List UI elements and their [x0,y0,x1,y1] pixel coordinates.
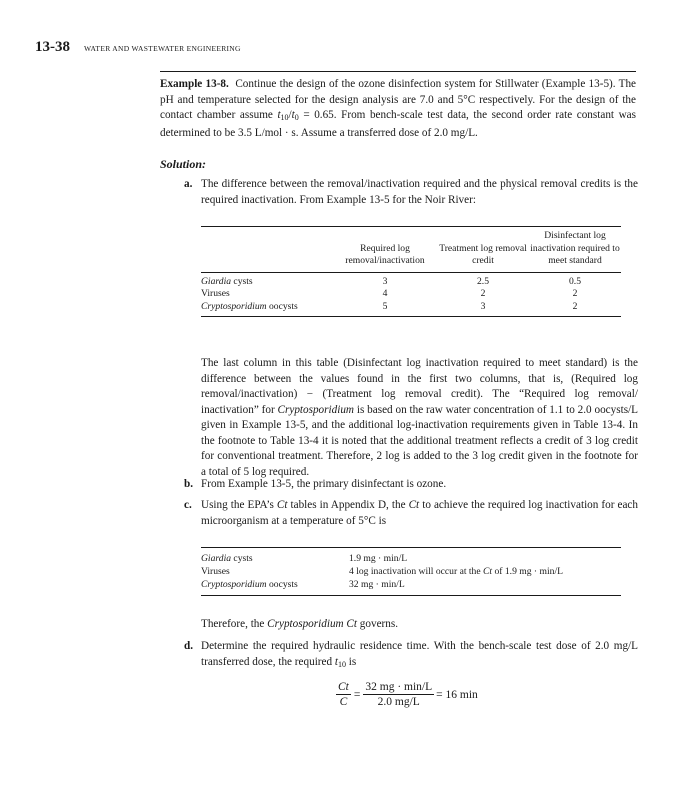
conclusion-text-1: Therefore, the [201,618,268,630]
page-header [35,38,241,56]
running-title: WATER AND WASTEWATER ENGINEERING [84,44,241,53]
step-c-text-3: to achieve the required log inactivation for each microorganism at a temperature of 5°C is [201,499,638,527]
equals-sign: = [353,688,361,701]
table-row [201,272,621,288]
step-d-text-1: Determine the required hydraulic residence time. With the bench-scale test dose of 2.0 mg/L transferred dose, the required [201,640,638,668]
step-a-label: a. [184,178,193,190]
disinfectant-cell: 2 [572,288,578,299]
step-d-t-sub: 10 [338,659,346,669]
required-cell: 4 [382,288,388,299]
table-row [201,578,621,596]
organism-name: Viruses [201,566,230,577]
ratio-t: t [277,109,281,121]
disinfectant-cell: 0.5 [569,275,581,287]
organism-cell [201,565,349,578]
table-header-disinfectant: Disinfectant log inactivation required to meet standard [529,227,621,273]
lhs-denominator: C [339,696,348,708]
table-row [201,288,621,301]
required-cell: 3 [382,275,388,287]
ct-value-ct: Ct [483,566,493,577]
step-b-label: b. [184,478,194,490]
organism-name: Giardia [201,553,232,564]
credit-cell: 3 [480,300,486,312]
ct-value-tail: of 1.9 mg · min/L [492,566,563,577]
table-row [201,565,621,578]
step-d-t: t [334,655,338,668]
organism-name: Giardia [201,275,232,287]
table-header-row [201,227,621,273]
organism-cell [201,548,349,566]
table-header-credit: Treatment log removal credit [437,227,529,273]
equation-result: = 16 min [436,688,478,701]
step-c [184,498,638,529]
residence-time-equation [336,681,478,708]
conclusion-ct: Ct [346,618,357,630]
table-row [201,548,621,566]
disinfectant-cell: 2 [572,300,578,312]
organism-name: Viruses [201,288,230,299]
step-c-text-2: tables in Appendix D, the [287,499,409,511]
example-text-a: Continue the design of the ozone disinfection system for Stillwater (Example 13-5). The pH and temperature selected for the design analysis are 7.0 and 5°C respectively. For the design of the contact chamber assume [160,78,637,121]
step-a-intro [184,177,638,208]
organism-suffix: cysts [231,275,253,287]
ct-value-cell: 1.9 mg · min/L [349,553,408,564]
organism-suffix: oocysts [266,579,298,590]
table-header-organism [201,227,333,273]
rhs-numerator: 32 mg · min/L [365,681,433,693]
organism-cell [201,288,333,301]
conclusion-text-2: governs. [357,618,399,630]
solution-heading: Solution: [160,157,207,171]
explanation-crypto: Cryptosporidium [277,403,354,416]
step-c-text-1: Using the EPA’s [201,499,277,511]
rhs-denominator: 2.0 mg/L [377,696,420,708]
step-c-label: c. [184,499,192,511]
page-number: 13-38 [35,39,70,55]
step-c-conclusion [201,617,638,633]
ratio-t0-sub: 0 [294,113,299,122]
step-a-explanation [201,356,638,480]
organism-suffix: oocysts [266,300,298,312]
rhs-fraction [363,681,434,708]
example-statement [160,71,636,141]
step-b [184,477,638,493]
ratio-slash: / [288,109,292,121]
conclusion-crypto: Cryptosporidium [267,618,344,630]
ratio-t-sub: 10 [280,113,289,122]
lhs-numerator: Ct [338,681,349,693]
organism-suffix: cysts [231,553,253,564]
explanation-text-1: The last column in this table (Disinfectant log inactivation required to meet standard) is the difference between the values found in the first two columns, that is, (Required log removal/inactivation) − (Treatment log removal credit). The “Required log removal/ inactivation” for [201,357,638,416]
lhs-fraction [336,681,351,708]
ct-value-text: 4 log inactivation will occur at the [349,566,484,577]
organism-cell [201,301,333,317]
step-d-text-2: is [346,655,357,668]
organism-cell [201,578,349,596]
ct-values-table [201,547,621,596]
table-row [201,301,621,317]
log-inactivation-table [201,226,621,317]
step-b-text: From Example 13-5, the primary disinfectant is ozone. [201,478,447,490]
credit-cell: 2 [480,288,486,299]
ratio-t0: t [291,109,295,121]
organism-name: Cryptosporidium [201,579,267,590]
ct-value-cell: 32 mg · min/L [349,579,405,590]
step-c-ct-2: Ct [408,499,420,511]
credit-cell: 2.5 [477,275,489,287]
organism-cell [201,272,333,288]
ct-value-cell [349,565,621,578]
step-d [184,639,638,672]
organism-name: Cryptosporidium [201,300,267,312]
required-cell: 5 [382,300,388,312]
table-header-required: Required log removal/inactivation [333,227,437,273]
example-label: Example 13-8. [160,78,229,90]
step-a-intro-text: The difference between the removal/inactivation required and the physical removal credits is the required inactivation. From Example 13-5 for the Noir River: [201,178,638,206]
explanation-text-2: is based on the raw water concentration of 1.1 to 2.0 oocysts/L given in Example 13-5, and the additional log-inactivation requirements given in Table 13-4. In the footnote to Table 13-4 it is noted that the additional treatment reflects a credit of 3 log credit for conventional treatment. Therefore, 2 log is added to the 3 log credit given in the footnote for a total of 5 log required. [201,403,638,478]
step-d-label: d. [184,640,194,652]
step-c-ct-1: Ct [276,499,288,511]
example-text-b: = 0.65. From bench-scale test data, the second order rate constant was determined to be 3.5 L/mol · s. Assume a transferred dose of 2.0 mg/L. [160,109,636,139]
